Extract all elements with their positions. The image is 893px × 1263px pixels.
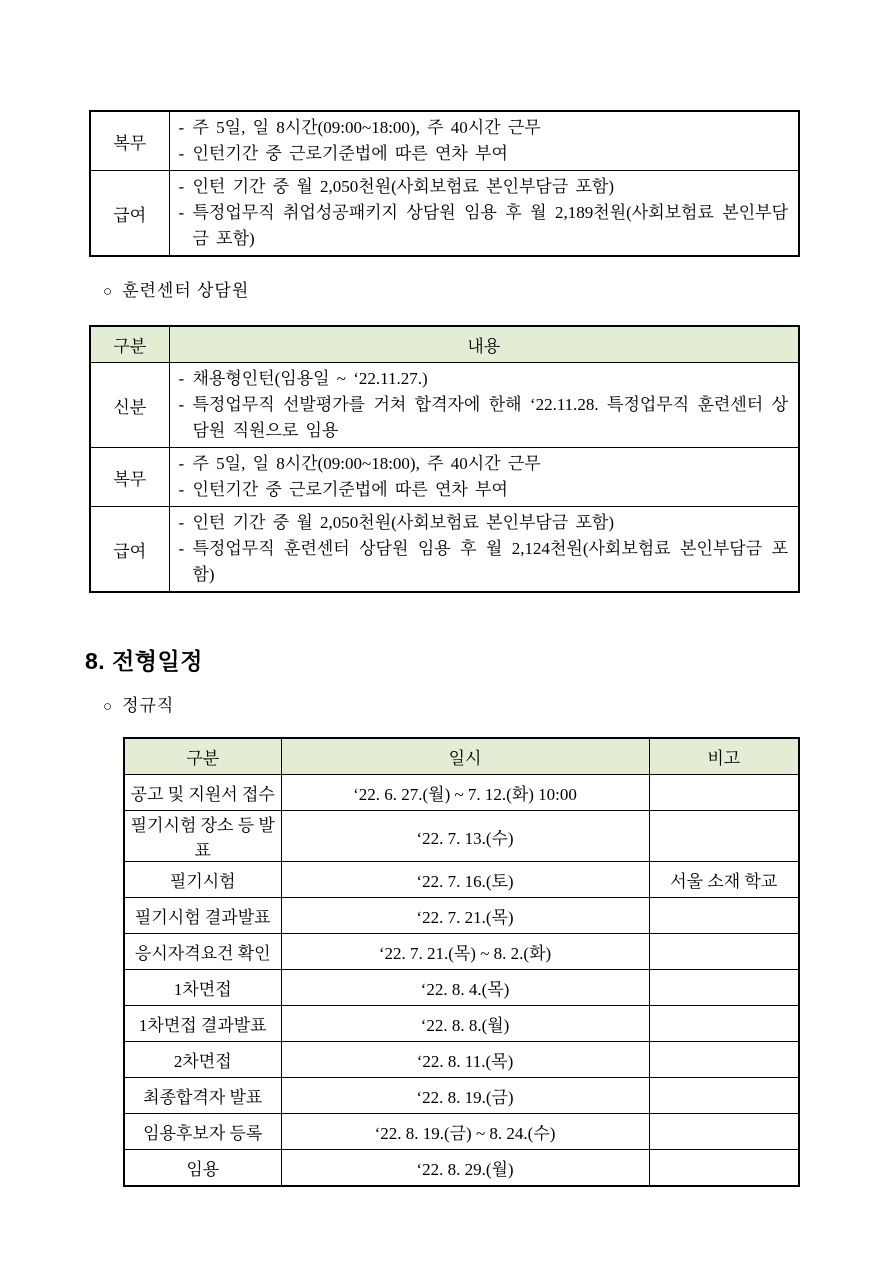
schedule-step: 1차면접 (124, 970, 281, 1006)
dash-bullet: - (178, 177, 185, 196)
schedule-step: 1차면접 결과발표 (124, 1006, 281, 1042)
bullet-item (179, 141, 789, 167)
row-content (169, 363, 799, 448)
table-row (124, 898, 799, 934)
table-row (124, 862, 799, 898)
table-row (90, 111, 799, 171)
bullet-text: 특정업무직 훈련센터 상담원 임용 후 월 2,124천원(사회보험료 본인부담금 포함) (192, 539, 788, 584)
schedule-note (649, 775, 799, 811)
schedule-date: ‘22. 8. 29.(월) (281, 1150, 649, 1187)
dash-bullet: - (178, 369, 185, 388)
table-header-row (90, 326, 799, 363)
row-content (169, 111, 799, 171)
schedule-note (649, 934, 799, 970)
row-content (169, 171, 799, 257)
schedule-step: 2차면접 (124, 1042, 281, 1078)
row-content (169, 507, 799, 593)
schedule-date: ‘22. 8. 8.(월) (281, 1006, 649, 1042)
row-label: 복무 (90, 448, 169, 507)
schedule-step: 필기시험 결과발표 (124, 898, 281, 934)
bullet-text: 인턴 기간 중 월 2,050천원(사회보험료 본인부담금 포함) (192, 177, 615, 196)
table-row (124, 1150, 799, 1187)
dash-bullet: - (178, 203, 185, 222)
schedule-note (649, 1006, 799, 1042)
intern-conditions-table (89, 110, 800, 257)
bullet-text: 인턴기간 중 근로기준법에 따른 연차 부여 (192, 144, 508, 163)
schedule-date: ‘22. 8. 19.(금) (281, 1078, 649, 1114)
schedule-date: ‘22. 7. 16.(토) (281, 862, 649, 898)
table-row (124, 1042, 799, 1078)
bullet-item (179, 392, 789, 444)
column-header: 일시 (281, 738, 649, 775)
subsection-title-text: 훈련센터 상담원 (122, 281, 250, 300)
bullet-text: 특정업무직 선발평가를 거쳐 합격자에 한해 ‘22.11.28. 특정업무직 훈련센터 상담원 직원으로 임용 (192, 395, 788, 440)
schedule-note (649, 1114, 799, 1150)
schedule-table (123, 737, 800, 1187)
bullet-item (179, 366, 789, 392)
schedule-note: 서울 소재 학교 (649, 862, 799, 898)
column-header: 구분 (90, 326, 169, 363)
bullet-text: 주 5일, 일 8시간(09:00~18:00), 주 40시간 근무 (192, 118, 541, 137)
schedule-date: ‘22. 7. 13.(수) (281, 811, 649, 862)
schedule-date: ‘22. 8. 19.(금) ~ 8. 24.(수) (281, 1114, 649, 1150)
bullet-text: 인턴 기간 중 월 2,050천원(사회보험료 본인부담금 포함) (192, 513, 615, 532)
subsection-title-text: 정규직 (122, 696, 175, 715)
schedule-step: 응시자격요건 확인 (124, 934, 281, 970)
schedule-step: 임용 (124, 1150, 281, 1187)
bullet-item (179, 200, 789, 252)
dash-bullet: - (178, 144, 185, 163)
dash-bullet: - (178, 513, 185, 532)
row-content (169, 448, 799, 507)
column-header: 구분 (124, 738, 281, 775)
schedule-note (649, 811, 799, 862)
training-center-counselor-table (89, 325, 800, 593)
table-row (124, 1006, 799, 1042)
table-row (90, 363, 799, 448)
table-row (124, 934, 799, 970)
schedule-step: 임용후보자 등록 (124, 1114, 281, 1150)
bullet-text: 인턴기간 중 근로기준법에 따른 연차 부여 (192, 480, 508, 499)
bullet-item (179, 174, 789, 200)
table-header-row (124, 738, 799, 775)
schedule-date: ‘22. 7. 21.(목) ~ 8. 2.(화) (281, 934, 649, 970)
schedule-note (649, 1042, 799, 1078)
dash-bullet: - (178, 118, 185, 137)
bullet-item (179, 510, 789, 536)
bullet-item (179, 536, 789, 588)
table-row (90, 171, 799, 257)
schedule-date: ‘22. 8. 4.(목) (281, 970, 649, 1006)
column-header: 내용 (169, 326, 799, 363)
schedule-date: ‘22. 6. 27.(월) ~ 7. 12.(화) 10:00 (281, 775, 649, 811)
row-label: 신분 (90, 363, 169, 448)
table-row (124, 811, 799, 862)
schedule-step: 필기시험 장소 등 발표 (124, 811, 281, 862)
schedule-note (649, 1078, 799, 1114)
schedule-step: 최종합격자 발표 (124, 1078, 281, 1114)
dash-bullet: - (178, 454, 185, 473)
schedule-note (649, 970, 799, 1006)
schedule-date: ‘22. 7. 21.(목) (281, 898, 649, 934)
column-header: 비고 (649, 738, 799, 775)
circle-bullet: ○ (103, 699, 114, 715)
table-row (124, 775, 799, 811)
row-label: 급여 (90, 507, 169, 593)
schedule-note (649, 1150, 799, 1187)
table-row (90, 507, 799, 593)
dash-bullet: - (178, 480, 185, 499)
bullet-text: 특정업무직 취업성공패키지 상담원 임용 후 월 2,189천원(사회보험료 본인부담금 포함) (192, 203, 788, 248)
bullet-text: 채용형인턴(임용일 ~ ‘22.11.27.) (192, 369, 428, 388)
circle-bullet: ○ (103, 284, 114, 300)
section-heading-schedule: 8. 전형일정 (85, 648, 203, 674)
bullet-item (179, 451, 789, 477)
table-row (124, 1114, 799, 1150)
dash-bullet: - (178, 395, 185, 414)
schedule-note (649, 898, 799, 934)
subsection-title-regular-position (103, 691, 893, 716)
table-row (124, 970, 799, 1006)
schedule-date: ‘22. 8. 11.(목) (281, 1042, 649, 1078)
table-row (90, 448, 799, 507)
dash-bullet: - (178, 539, 185, 558)
schedule-step: 필기시험 (124, 862, 281, 898)
row-label: 급여 (90, 171, 169, 257)
row-label: 복무 (90, 111, 169, 171)
subsection-title-training-center (103, 276, 893, 301)
schedule-step: 공고 및 지원서 접수 (124, 775, 281, 811)
bullet-text: 주 5일, 일 8시간(09:00~18:00), 주 40시간 근무 (192, 454, 541, 473)
table-row (124, 1078, 799, 1114)
bullet-item (179, 477, 789, 503)
bullet-item (179, 115, 789, 141)
